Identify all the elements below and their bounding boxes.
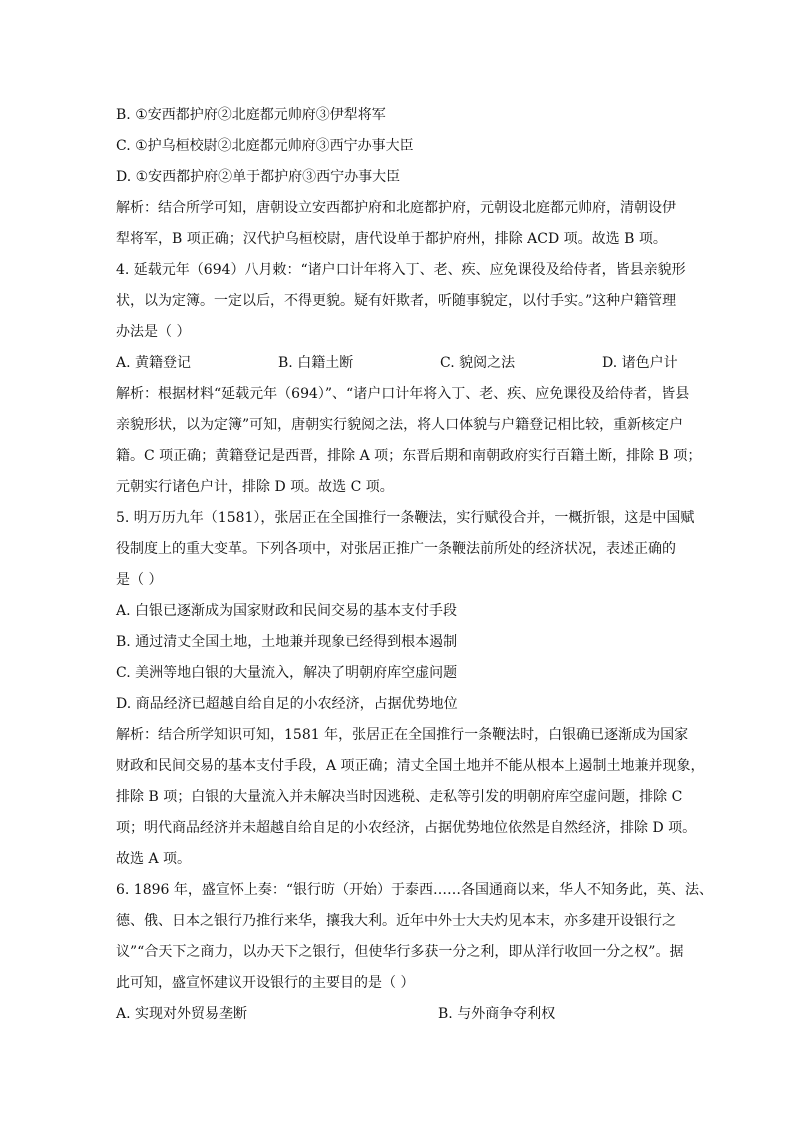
q4-stem-line: 状，以为定簿。一定以后，不得更貌。疑有奸欺者，听随事貌定，以付手实。”这种户籍管理 [116, 293, 677, 309]
q5-analysis-line: 财政和民间交易的基本支付手段，A 项正确；清丈全国土地并不能从根本上遏制土地兼并现象， [116, 758, 705, 774]
q5-stem-line: 役制度上的重大变革。下列各项中，对张居正推广一条鞭法前所处的经济状况，表述正确的 [116, 541, 676, 557]
q4-options [116, 348, 686, 379]
q5-option-d: D. 商品经济已超越自给自足的小农经济，占据优势地位 [116, 696, 458, 712]
q4-analysis-line: 元朝实行诸色户计，排除 D 项。故选 C 项。 [116, 479, 394, 495]
q4-stem-line: 办法是（ ） [116, 324, 191, 340]
q6-options [116, 999, 686, 1030]
q4-analysis-line: 亲貌形状，以为定簿”可知，唐朝实行貌阅之法，将人口体貌与户籍登记相比较，重新核定户 [116, 417, 684, 433]
q4-analysis-line: 解析：根据材料“延载元年（694）”、“诸户口计年将入丁、老、疾、应免课役及给侍者，皆县 [116, 386, 690, 402]
q5-option-b: B. 通过清丈全国土地，土地兼并现象已经得到根本遏制 [116, 634, 458, 650]
q3-option-b: B. ①安西都护府②北庭都元帅府③伊犁将军 [116, 107, 386, 123]
q4-analysis-line: 籍。C 项正确；黄籍登记是西晋，排除 A 项；东晋后期和南朝政府实行百籍土断，排除 B 项； [116, 448, 702, 464]
q4-stem-line: 4. 延载元年（694）八月敕：“诸户口计年将入丁、老、疾、应免课役及给侍者，皆县亲貌形 [116, 262, 686, 278]
q3-analysis-line: 解析：结合所学可知，唐朝设立安西都护府和北庭都护府，元朝设北庭都元帅府，清朝设伊 [116, 200, 676, 216]
q5-stem-line: 5. 明万历九年（1581），张居正在全国推行一条鞭法，实行赋役合并，一概折银，这是中国赋 [116, 510, 695, 526]
q5-stem-line: 是（ ） [116, 572, 163, 588]
q6-option-b: B. 与外商争夺利权 [438, 1006, 556, 1022]
q5-analysis-line: 故选 A 项。 [116, 851, 192, 867]
q5-analysis-line: 排除 B 项；白银的大量流入并未解决当时因逃税、走私等引发的明朝府库空虚问题，排除 C [116, 789, 683, 805]
q4-option-b: B. 白籍土断 [278, 355, 354, 371]
q6-option-a: A. 实现对外贸易垄断 [116, 1006, 248, 1022]
q3-option-d: D. ①安西都护府②单于都护府③西宁办事大臣 [116, 169, 401, 185]
q4-option-c: C. 貌阅之法 [440, 355, 516, 371]
q6-stem-line: 6. 1896 年，盛宣怀上奏：“银行昉（开始）于泰西……各国通商以来，华人不知务此，英、法、 [116, 882, 714, 898]
q3-analysis-line: 犁将军，B 项正确；汉代护乌桓校尉，唐代设单于都护府州，排除 ACD 项。故选 B 项。 [116, 231, 667, 247]
q4-option-a: A. 黄籍登记 [116, 355, 192, 371]
q6-stem-line: 德、俄、日本之银行乃推行来华，攘我大利。近年中外士大夫灼见本末，亦多建开设银行之 [116, 913, 676, 929]
q6-stem-line: 此可知，盛宣怀建议开设银行的主要目的是（ ） [116, 975, 415, 991]
q3-option-c: C. ①护乌桓校尉②北庭都元帅府③西宁办事大臣 [116, 138, 414, 154]
q5-option-c: C. 美洲等地白银的大量流入，解决了明朝府库空虚问题 [116, 665, 458, 681]
q5-analysis-line: 项；明代商品经济并未超越自给自足的小农经济，占据优势地位依然是自然经济，排除 D 项。 [116, 820, 697, 836]
q4-option-d: D. 诸色户计 [602, 355, 678, 371]
q5-option-a: A. 白银已逐渐成为国家财政和民间交易的基本支付手段 [116, 603, 458, 619]
q5-analysis-line: 解析：结合所学知识可知，1581 年，张居正在全国推行一条鞭法时，白银确已逐渐成为国家 [116, 727, 689, 743]
q6-stem-line: 议”“合天下之商力，以办天下之银行，但使华行多获一分之利，即从洋行收回一分之权”。据 [116, 944, 684, 960]
